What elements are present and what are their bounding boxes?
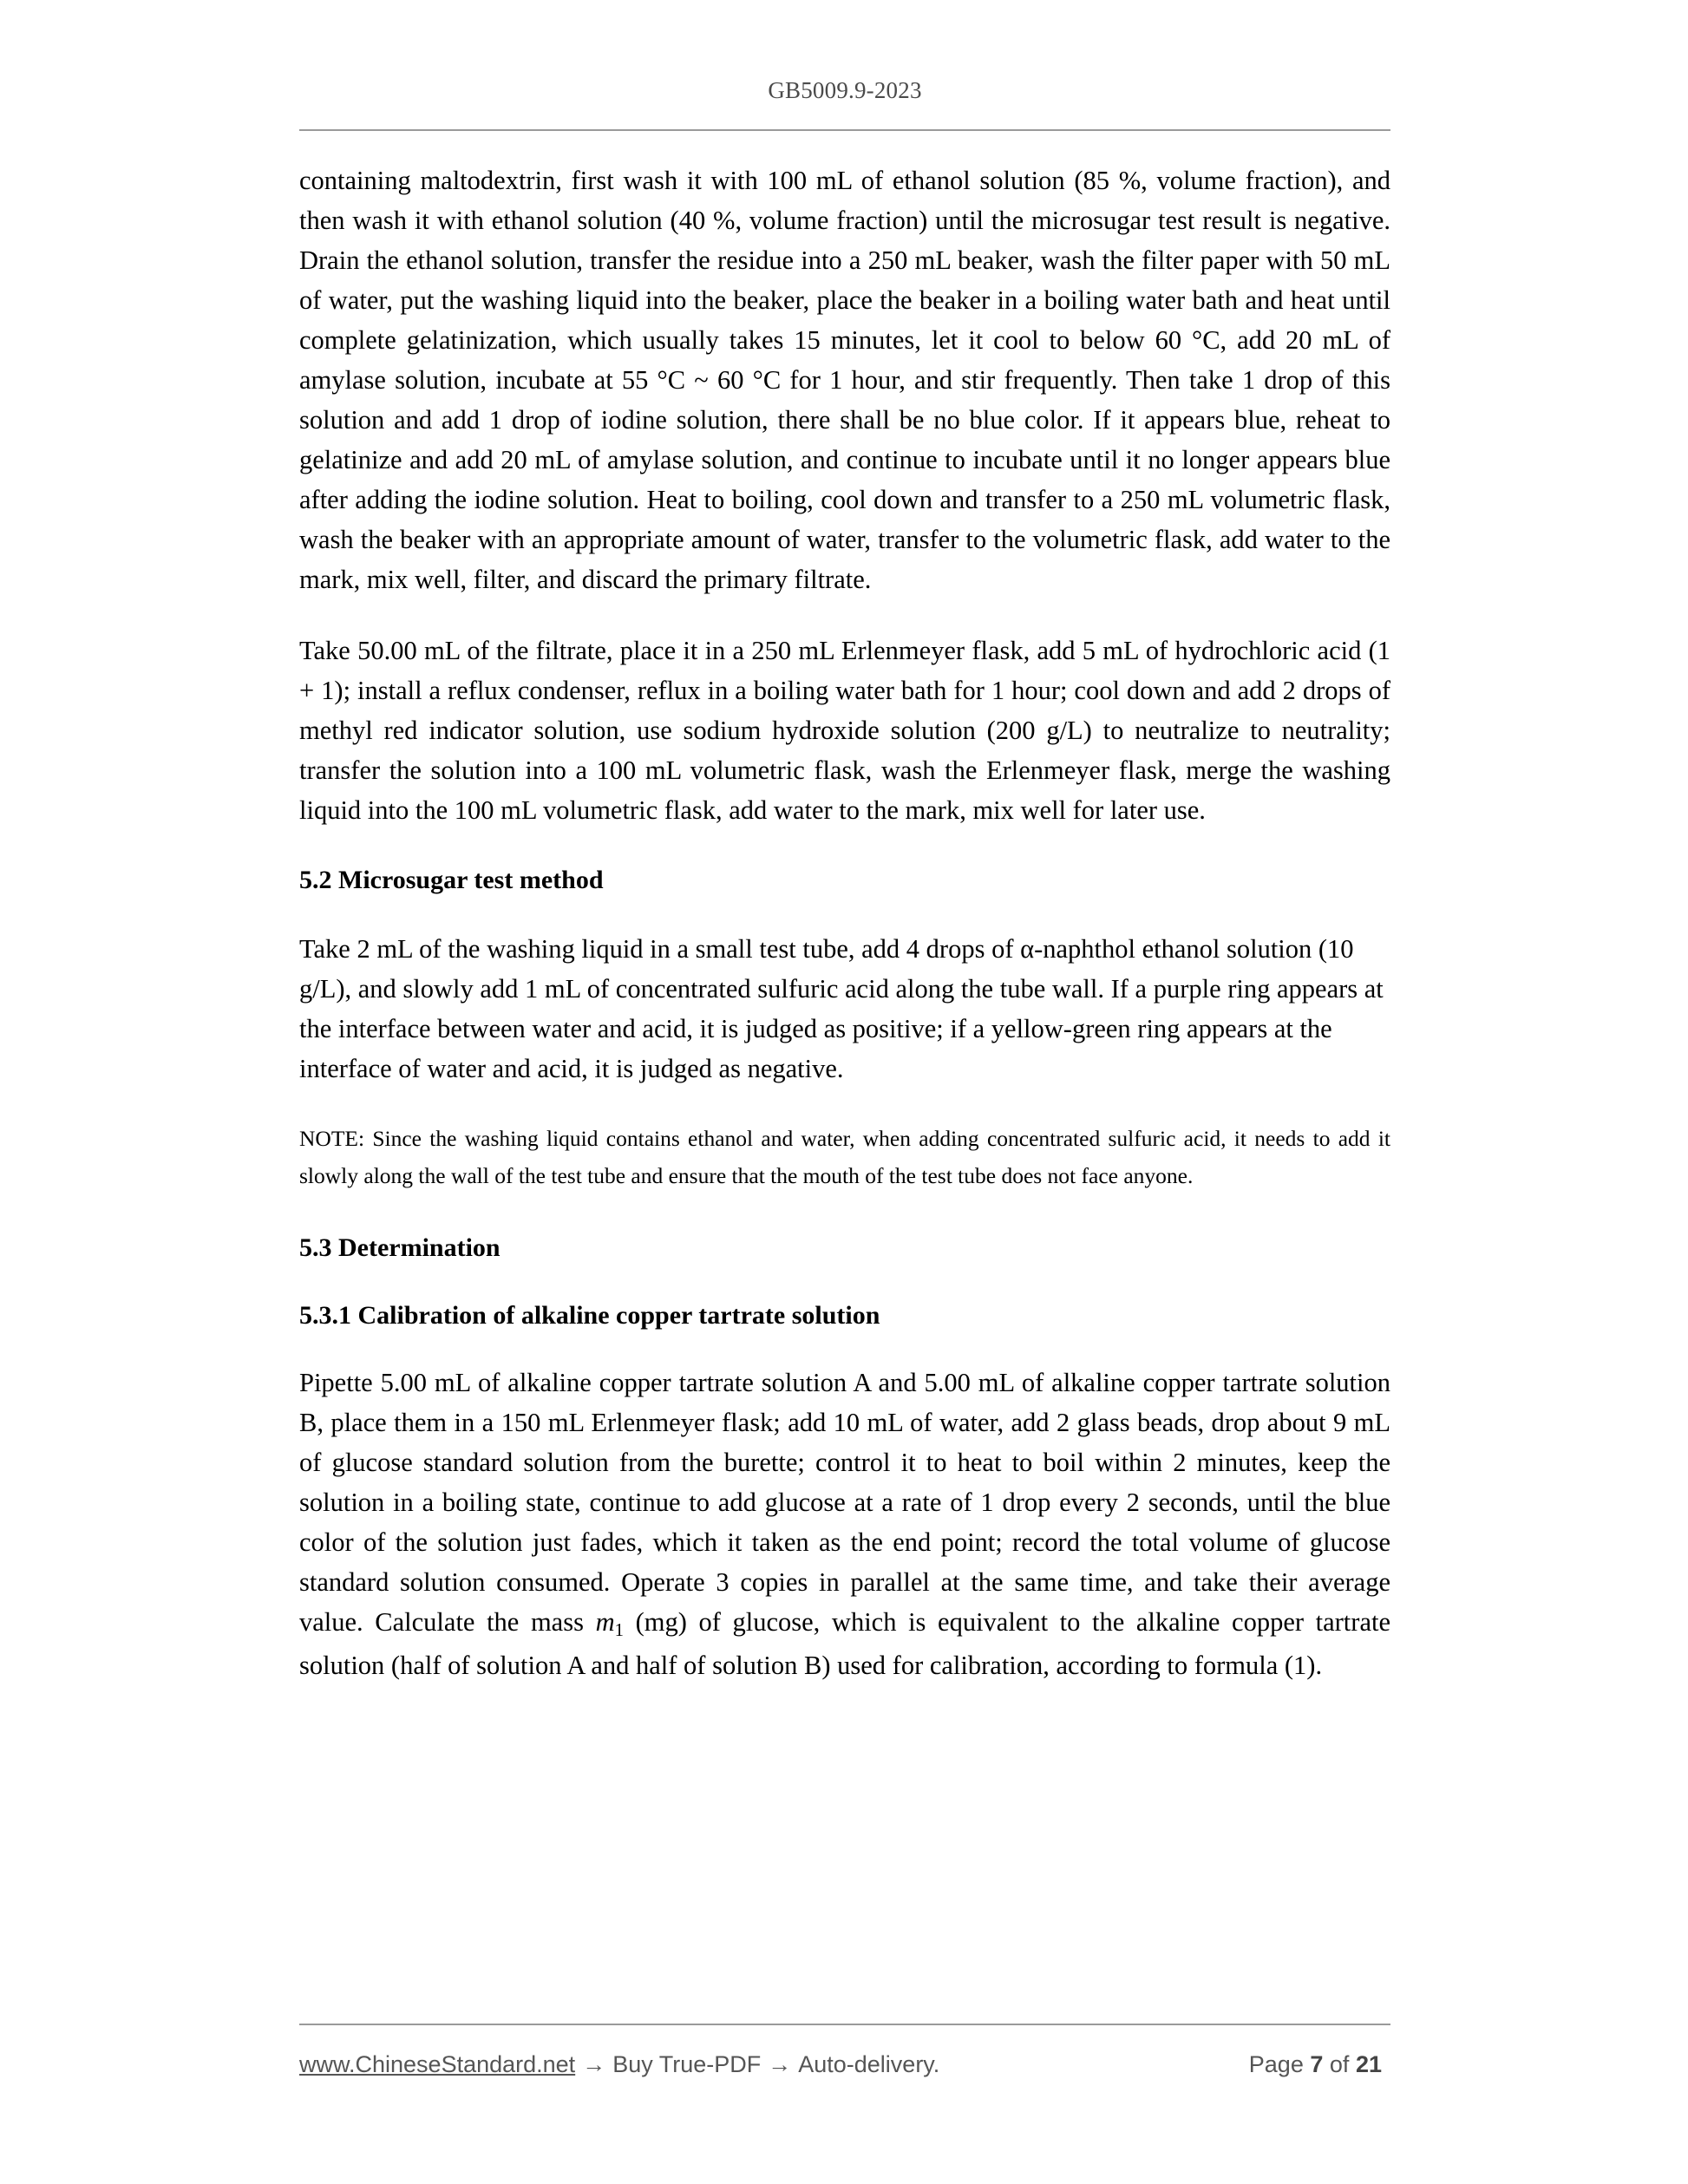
paragraph-calibration-procedure bbox=[299, 1363, 1390, 1685]
page-number-group bbox=[1249, 2051, 1390, 2078]
calibration-text-part-2: (mg) of glucose, which is equivalent to the alkaline copper tartrate solution (half of solution A and half of solution B) used for calibration, according to formula (1). bbox=[299, 1607, 1390, 1680]
arrow-right-icon-2: → bbox=[768, 2050, 792, 2077]
heading-5-3-determination: 5.3 Determination bbox=[299, 1233, 501, 1262]
paragraph-filtrate-hydrolysis: Take 50.00 mL of the filtrate, place it in a 250 mL Erlenmeyer flask, add 5 mL of hydrochloric acid (1 + 1); install a reflux condenser, reflux in a boiling water bath for 1 hour; cool down and add 2 drops of methyl red indicator solution, use sodium hydroxide solution (200 g/L) to neutralize to neutrality; transfer the solution into a 100 mL volumetric flask, wash the Erlenmeyer flask, merge the washing liquid into the 100 mL volumetric flask, add water to the mark, mix well for later use. bbox=[299, 636, 1390, 825]
header-divider bbox=[299, 129, 1390, 131]
footer-promo-delivery-label: Auto-delivery. bbox=[798, 2050, 940, 2077]
current-page-number: 7 bbox=[1310, 2050, 1324, 2077]
mass-symbol-subscript: 1 bbox=[614, 1621, 624, 1641]
page-header bbox=[299, 76, 1390, 104]
footer-divider bbox=[299, 2024, 1390, 2025]
arrow-right-icon: → bbox=[582, 2050, 606, 2077]
footer-promo-buy-label: Buy True-PDF bbox=[612, 2050, 762, 2077]
note-sulfuric-acid-safety: NOTE: Since the washing liquid contains ethanol and water, when adding concentrated sulfuric acid, it needs to add it slowly along the wall of the test tube and ensure that the mouth of the test tube does not face anyone. bbox=[299, 1126, 1390, 1188]
total-page-count: 21 bbox=[1355, 2050, 1382, 2077]
footer-promo-group bbox=[299, 2051, 939, 2078]
standard-code-title: GB5009.9-2023 bbox=[768, 77, 922, 103]
page-footer bbox=[299, 2040, 1390, 2089]
page-label: Page bbox=[1248, 2050, 1304, 2077]
of-label: of bbox=[1329, 2050, 1350, 2077]
paragraph-maltodextrin-washing: containing maltodextrin, first wash it with 100 mL of ethanol solution (85 %, volume fraction), and then wash it with ethanol solution (40 %, volume fraction) until the microsugar test result is negative. Drain the ethanol solution, transfer the residue into a 250 mL beaker, wash the filter paper with 50 mL of water, put the washing liquid into the beaker, place the beaker in a boiling water bath and heat until complete gelatinization, which usually takes 15 minutes, let it cool to below 60 °C, add 20 mL of amylase solution, incubate at 55 °C ~ 60 °C for 1 hour, and stir frequently. Then take 1 drop of this solution and add 1 drop of iodine solution, there shall be no blue color. If it appears blue, reheat to gelatinize and add 20 mL of amylase solution, and continue to incubate until it no longer appears blue after adding the iodine solution. Heat to boiling, cool down and transfer to a 250 mL volumetric flask, wash the beaker with an appropriate amount of water, transfer to the volumetric flask, add water to the mark, mix well, filter, and discard the primary filtrate. bbox=[299, 166, 1390, 594]
mass-symbol-m: m bbox=[595, 1607, 615, 1637]
calibration-text-part-1: Pipette 5.00 mL of alkaline copper tartrate solution A and 5.00 mL of alkaline copper tartrate solution B, place them in a 150 mL Erlenmeyer flask; add 10 mL of water, add 2 glass beads, drop about 9 mL of glucose standard solution from the burette; control it to heat to boil within 2 minutes, keep the solution in a boiling state, continue to add glucose at a rate of 1 drop every 2 seconds, until the blue color of the solution just fades, which it taken as the end point; record the total volume of glucose standard solution consumed. Operate 3 copies in parallel at the same time, and take their average value. Calculate the mass bbox=[299, 1368, 1390, 1637]
heading-5-3-1-calibration: 5.3.1 Calibration of alkaline copper tartrate solution bbox=[299, 1301, 880, 1330]
footer-website-link[interactable]: www.ChineseStandard.net bbox=[299, 2050, 576, 2077]
paragraph-microsugar-procedure: Take 2 mL of the washing liquid in a small test tube, add 4 drops of α-naphthol ethanol solution (10 g/L), and slowly add 1 mL of concentrated sulfuric acid along the tube wall. If a purple ring appears at the interface between water and acid, it is judged as positive; if a yellow-green ring appears at the interface of water and acid, it is judged as negative. bbox=[299, 934, 1384, 1083]
document-content bbox=[299, 160, 1390, 1685]
heading-5-2-microsugar-test-method: 5.2 Microsugar test method bbox=[299, 866, 604, 894]
